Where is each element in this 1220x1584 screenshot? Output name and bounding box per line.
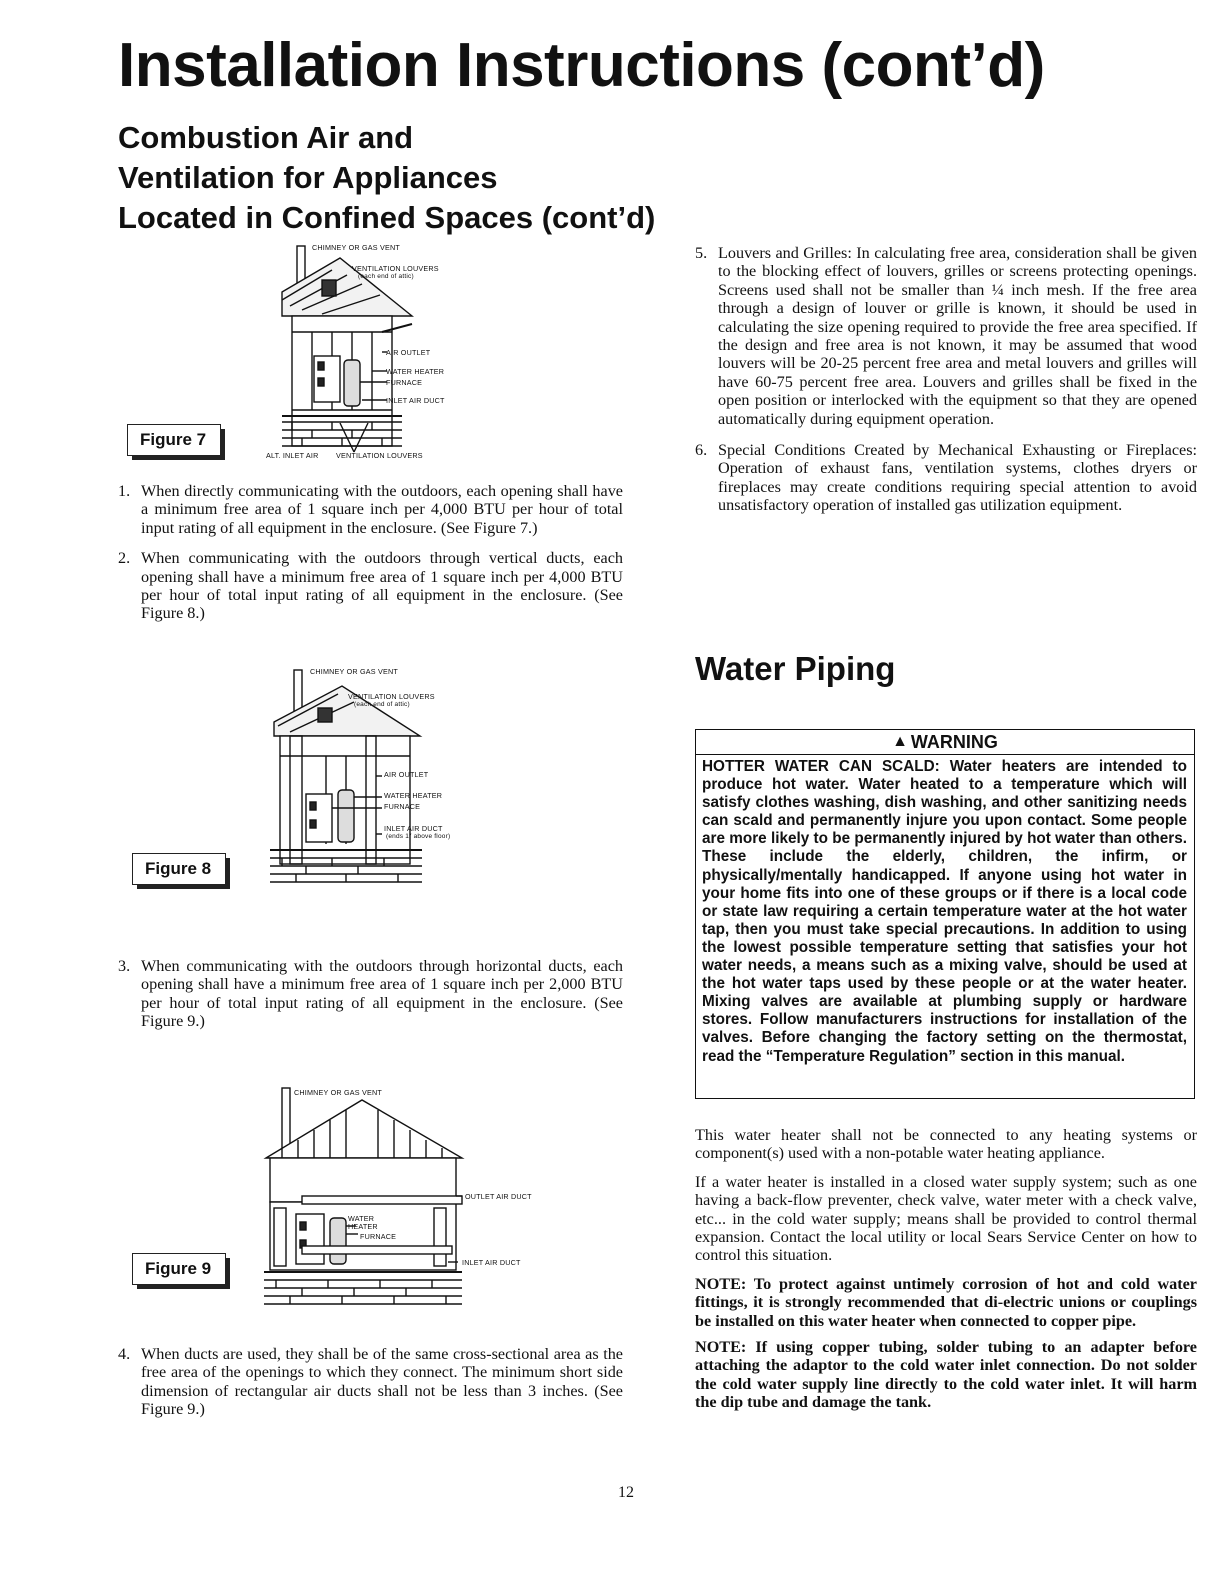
left-column-items-1-2 bbox=[118, 482, 623, 623]
figure-7-furnace-label: FURNACE bbox=[386, 378, 423, 387]
list-item bbox=[695, 244, 1197, 428]
figure-7-heater-label: WATER HEATER bbox=[386, 367, 445, 376]
figure-8-label: Figure 8 bbox=[132, 853, 226, 885]
list-item-number: 2. bbox=[118, 549, 131, 568]
water-piping-note-1: NOTE: To protect against untimely corrosion of hot and cold water fittings, it is strongly recommended that di-electric unions or couplings be installed on this water heater when connected to copper pipe. bbox=[695, 1274, 1197, 1330]
page-title: Installation Instructions (cont’d) bbox=[118, 31, 1045, 100]
figure-8-louvers-label: VENTILATION LOUVERS bbox=[348, 692, 435, 701]
figure-8-diagram bbox=[262, 664, 502, 894]
water-piping-paragraph-2: If a water heater is installed in a closed water supply system; such as one having a back-flow preventer, check valve, water meter with a check valve, etc... in the cold water supply; means shall be provided to control thermal expansion. Contact the local utility or local Sears Service Center on how to control this situation. bbox=[695, 1172, 1197, 1265]
list-item-text: Louvers and Grilles: In calculating free area, consideration shall be given to the blocking effect of louvers, grilles or screens protecting openings. Screens used shall not be smaller than ¼ inch mesh. If the free area through a design of louver or grille is known, it should be used in calculating the size opening required to provide the free area specified. If the design and free area is not known, it may be assumed that wood louvers will be 20-25 percent free area and metal louvers and grilles will have 60-75 percent free area. Louvers and grilles shall be fixed in the open position or interlocked with the equipment so that they are opened automatically during equipment operation. bbox=[718, 244, 1197, 428]
figure-9-diagram bbox=[262, 1084, 562, 1310]
figure-8-outlet-label: AIR OUTLET bbox=[384, 770, 429, 779]
section-title-line-1: Combustion Air and bbox=[118, 120, 414, 155]
warning-triangle-icon: ▲ bbox=[892, 733, 908, 750]
figure-8-chimney-label: CHIMNEY OR GAS VENT bbox=[310, 667, 398, 676]
figure-7-outlet-label: AIR OUTLET bbox=[386, 348, 431, 357]
list-item-number: 5. bbox=[695, 244, 708, 262]
figure-7-alt-inlet-label: ALT. INLET AIR bbox=[266, 451, 319, 460]
warning-header bbox=[696, 730, 1194, 755]
water-piping-body bbox=[695, 1126, 1197, 1412]
figure-8-louvers-note: (each end of attic) bbox=[354, 701, 410, 708]
page-number: 12 bbox=[618, 1484, 634, 1501]
figure-7-label: Figure 7 bbox=[127, 424, 221, 456]
figure-7-diagram bbox=[262, 240, 492, 460]
section-title bbox=[118, 118, 655, 238]
warning-box bbox=[695, 729, 1195, 1099]
figure-9-furnace-label: FURNACE bbox=[360, 1232, 397, 1241]
figure-8-inlet-label: INLET AIR DUCT bbox=[384, 824, 443, 833]
figure-7-inlet-label: INLET AIR DUCT bbox=[386, 396, 445, 405]
list-item-number: 4. bbox=[118, 1345, 131, 1363]
figure-9-inlet-label: INLET AIR DUCT bbox=[462, 1258, 521, 1267]
list-item bbox=[118, 1345, 623, 1419]
list-item-text: Special Conditions Created by Mechanical Exhausting or Fireplaces: Operation of exhaust fans, ventilation systems, clothes dryers or fireplaces may create conditions requiring special attention to avoid unsatisfactory operation of installed gas utilization equipment. bbox=[718, 441, 1197, 515]
left-column-item-4 bbox=[118, 1345, 623, 1419]
list-item bbox=[118, 957, 623, 1031]
figure-9-label: Figure 9 bbox=[132, 1253, 226, 1285]
list-item-text: When communicating with the outdoors through horizontal ducts, each opening shall have a minimum free area of 1 square inch per 2,000 BTU per hour of total input rating of all equipment in the enclosure. (See Figure 9.) bbox=[141, 957, 623, 1031]
figure-9-heater-label-line-2: HEATER bbox=[348, 1222, 378, 1231]
figure-7-louvers-note: (each end of attic) bbox=[358, 273, 414, 280]
list-item bbox=[695, 441, 1197, 515]
water-piping-heading: Water Piping bbox=[695, 650, 896, 687]
list-item-number: 6. bbox=[695, 441, 708, 460]
section-title-line-2: Ventilation for Appliances bbox=[118, 160, 498, 195]
list-item-number: 3. bbox=[118, 957, 131, 975]
list-item-number: 1. bbox=[118, 482, 131, 500]
figure-9-outlet-label: OUTLET AIR DUCT bbox=[465, 1192, 532, 1201]
water-piping-note-2: NOTE: If using copper tubing, solder tubing to an adapter before attaching the adaptor to the cold water inlet connection. Do not solder the cold water supply line directly to the cold water inlet. It will harm the dip tube and damage the tank. bbox=[695, 1338, 1197, 1412]
list-item-text: When communicating with the outdoors through vertical ducts, each opening shall have a minimum free area of 1 square inch per 4,000 BTU per hour of total input rating of all equipment in the enclosure. (See Figure 8.) bbox=[141, 549, 623, 623]
list-item bbox=[118, 482, 623, 537]
water-piping-paragraph-1: This water heater shall not be connected to any heating systems or component(s) used with a non-potable water heating appliance. bbox=[695, 1126, 1197, 1163]
section-title-line-3: Located in Confined Spaces (cont’d) bbox=[118, 200, 656, 235]
warning-title: WARNING bbox=[910, 731, 998, 752]
list-item-text: When ducts are used, they shall be of the same cross-sectional area as the free area of the openings to which they connect. The minimum short side dimension of rectangular air ducts shall not be less than 3 inches. (See Figure 9.) bbox=[141, 1345, 623, 1419]
figure-7-louvers-label: VENTILATION LOUVERS bbox=[352, 264, 439, 273]
figure-7-vent-louvers-label: VENTILATION LOUVERS bbox=[336, 451, 423, 460]
right-column-items-5-6 bbox=[695, 244, 1197, 515]
figure-9-heater-label-line-1: WATER bbox=[348, 1214, 375, 1223]
list-item-text: When directly communicating with the outdoors, each opening shall have a minimum free area of 1 square inch per 4,000 BTU per hour of total input rating of all equipment in the enclosure. (See Figure 7.) bbox=[141, 482, 623, 537]
list-item bbox=[118, 549, 623, 623]
left-column-item-3 bbox=[118, 957, 623, 1031]
figure-8-inlet-note: (ends 1″ above floor) bbox=[386, 833, 451, 840]
warning-text: HOTTER WATER CAN SCALD: Water heaters are intended to produce hot water. Water heated to a temperature which will satisfy clothes washing, dish washing, and other sanitizing needs can scald and permanently injure you upon contact. Some people are more likely to be permanently injured by hot water than others. These include the elderly, children, the infirm, or physically/mentally handicapped. If anyone using hot water in your home fits into one of these groups or if there is a local code or state law requiring a certain temperature water at the hot water tap, then you must take special precautions. In addition to using the lowest possible temperature setting that satisfies your hot water needs, a means such as a mixing valve, should be used at the hot water taps used by these people or at the water heater. Mixing valves are available at plumbing supply or hardware stores. Follow manufacturers instructions for installation of the valves. Before changing the factory setting on the thermostat, read the “Temperature Regulation” section in this manual. bbox=[702, 758, 1187, 1065]
figure-8-furnace-label: FURNACE bbox=[384, 802, 421, 811]
figure-9-chimney-label: CHIMNEY OR GAS VENT bbox=[294, 1088, 382, 1097]
figure-8-heater-label: WATER HEATER bbox=[384, 791, 443, 800]
figure-7-chimney-label: CHIMNEY OR GAS VENT bbox=[312, 243, 400, 252]
